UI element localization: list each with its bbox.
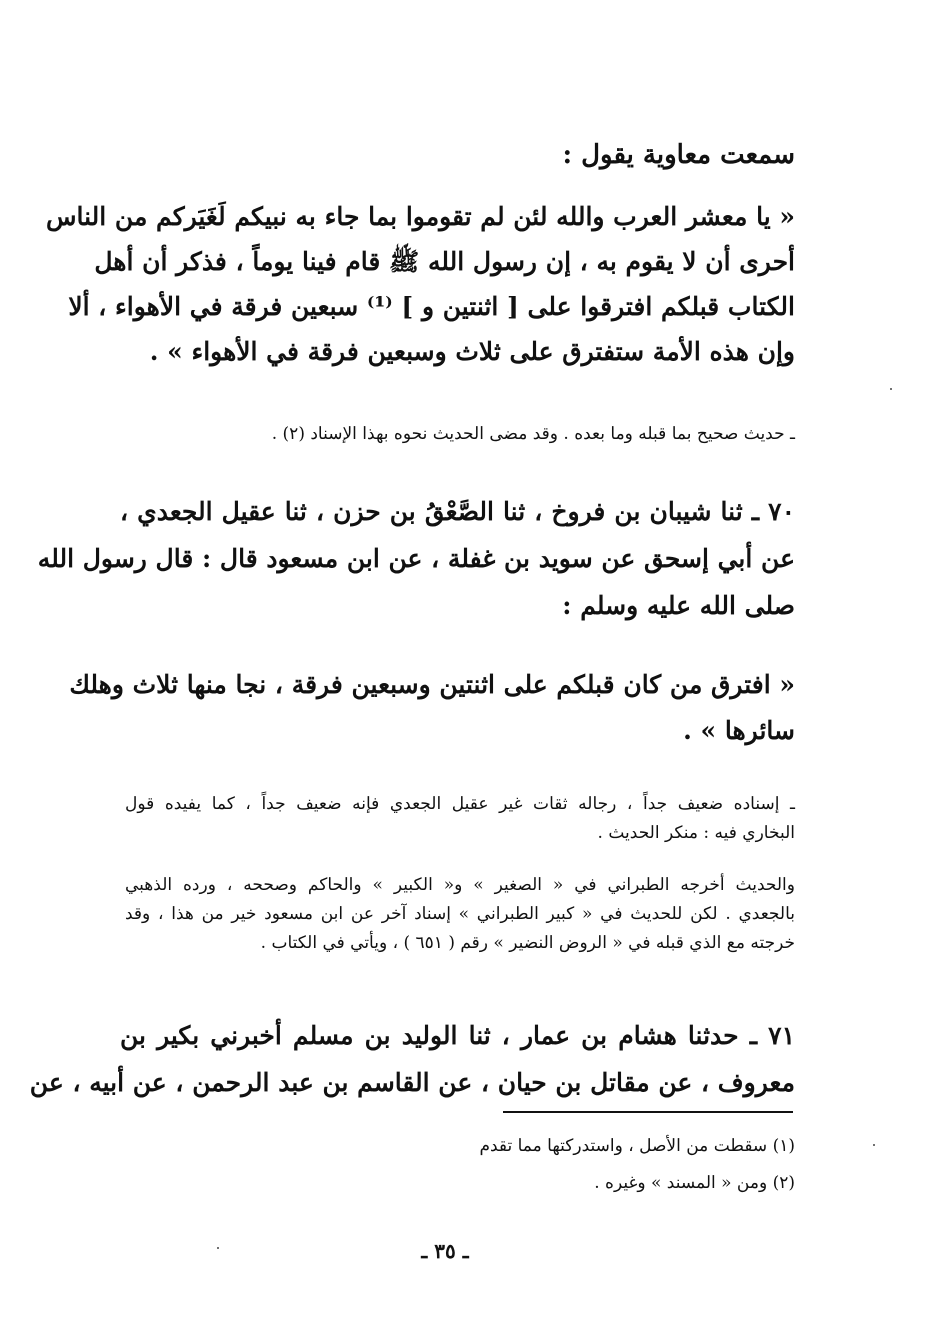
page-number (400, 1236, 490, 1266)
takhrij-note (125, 790, 795, 848)
hadith-70-matn (69, 662, 795, 754)
scan-speck (217, 1247, 219, 1249)
scan-speck (890, 388, 892, 390)
paragraph-line: ٧١ ـ حدثنا هشام بن عمار ، ثنا الوليد بن مسلم أخبرني بكير بن (120, 1021, 795, 1050)
takhrij-note-2 (125, 871, 795, 958)
footnote-separator (503, 1111, 793, 1113)
footnotes (380, 1128, 795, 1202)
paragraph-line: سائرها » . (683, 716, 795, 745)
footnote-1: (١) سقطت من الأصل ، واستدركتها مما تقدم (479, 1136, 795, 1156)
paragraph-line: « يا معشر العرب والله لئن لم تقوموا بما جاء به نبيكم لَغَيَركم من الناس (45, 202, 795, 231)
intro-line (540, 138, 795, 172)
intro-text: سمعت معاوية يقول : (562, 140, 795, 170)
footnote-2: (٢) ومن « المسند » وغيره . (594, 1173, 795, 1193)
grading-note (190, 420, 795, 448)
paragraph-line: ٧٠ ـ ثنا شيبان بن فروخ ، ثنا الصَّعْقُ بن حزن ، ثنا عقيل الجعدي ، (120, 497, 795, 526)
hadith-70-isnad (37, 488, 795, 629)
hadith-71-isnad (29, 1012, 795, 1106)
paragraph-line: أحرى أن لا يقوم به ، إن رسول الله ﷺ قام فينا يوماً ، فذكر أن أهل (94, 247, 795, 276)
note-line: البخاري فيه : منكر الحديث . (597, 823, 795, 843)
paragraph-line: معروف ، عن مقاتل بن حيان ، عن القاسم بن عبد الرحمن ، عن أبيه ، عن (29, 1068, 795, 1097)
note-line: بالجعدي . لكن للحديث في « كبير الطبراني » إسناد آخر عن ابن مسعود خير من هذا ، وقد (125, 904, 795, 924)
scan-speck (873, 1144, 875, 1146)
note-line: والحديث أخرجه الطبراني في « الصغير » و« الكبير » والحاكم وصححه ، ورده الذهبي (125, 875, 795, 895)
top-paragraph (45, 194, 795, 374)
paragraph-line: « افترق من كان قبلكم على اثنتين وسبعين فرقة ، نجا منها ثلاث وهلك (69, 670, 795, 699)
note-text: ـ حديث صحيح بما قبله وما بعده . وقد مضى الحديث نحوه بهذا الإسناد (٢) . (271, 424, 795, 444)
paragraph-line: الكتاب قبلكم افترقوا على [ اثنتين و ] ⁽¹⁾ سبعين فرقة في الأهواء ، ألا (68, 292, 795, 321)
note-line: ـ إسناده ضعيف جداً ، رجاله ثقات غير عقيل الجعدي فإنه ضعيف جداً ، كما يفيده قول (125, 794, 795, 814)
paragraph-line: وإن هذه الأمة ستفترق على ثلاث وسبعين فرقة في الأهواء » . (149, 337, 795, 366)
page-number-text: ـ ٣٥ ـ (421, 1239, 469, 1263)
paragraph-line: عن أبي إسحق عن سويد بن غفلة ، عن ابن مسعود قال : قال رسول الله (37, 544, 795, 573)
note-line: خرجته مع الذي قبله في « الروض النضير » رقم ( ٦٥١ ) ، ويأتي في الكتاب . (260, 933, 795, 953)
paragraph-line: صلى الله عليه وسلم : (562, 591, 795, 620)
